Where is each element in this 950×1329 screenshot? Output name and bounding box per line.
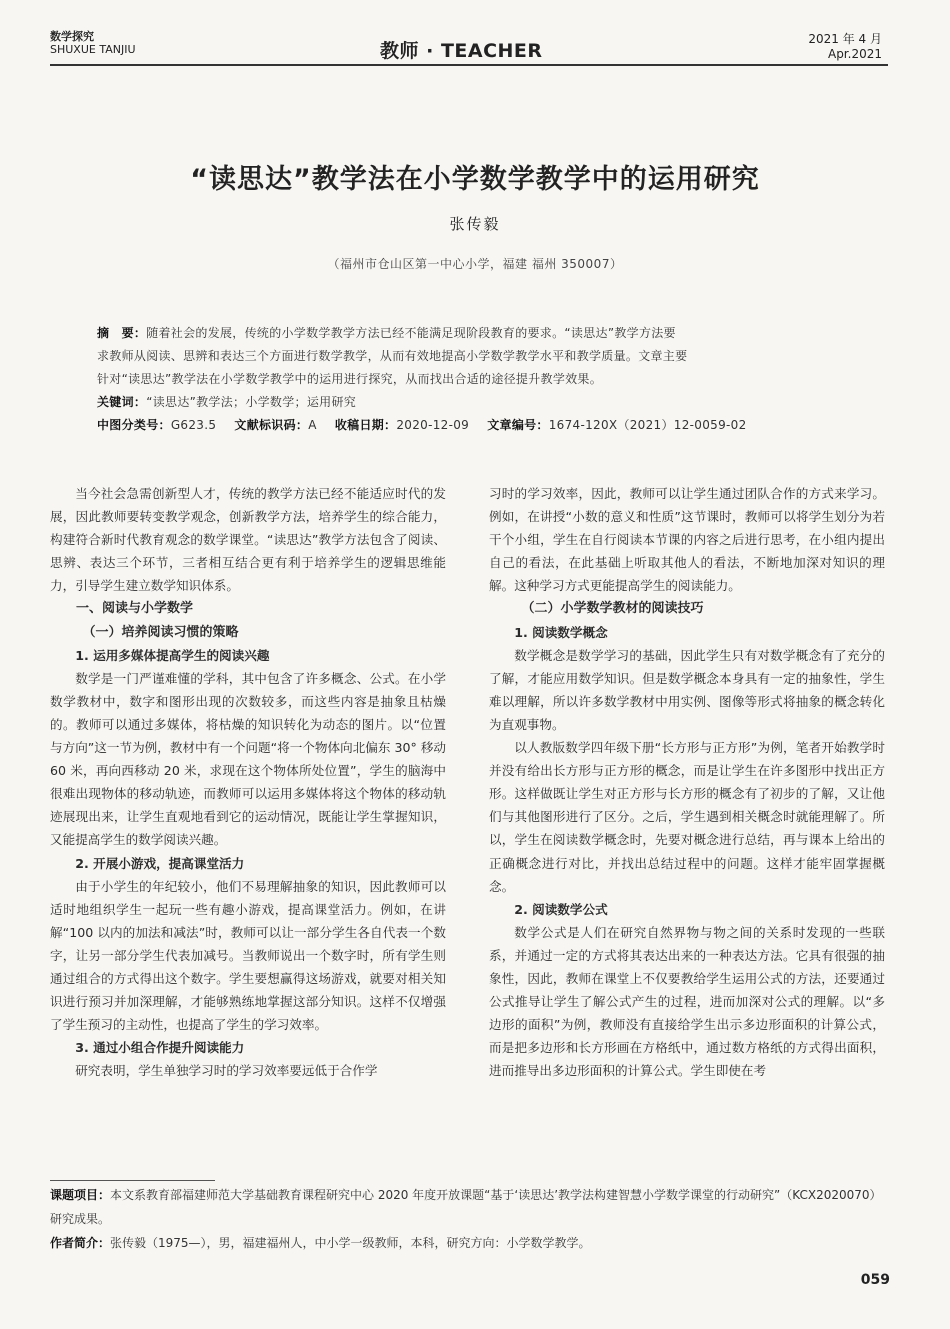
bio-text: 张传毅（1975—），男，福建福州人，中小学一级教师，本科，研究方向：小学数学教学。 [110,1236,591,1250]
intro-paragraph: 当今社会急需创新型人才，传统的教学方法已经不能适应时代的发展，因此教师要转变教学观念，创新教学方法，培养学生的综合能力，构建符合新时代教育观念的数学课堂。“读思达”教学方法包含了阅读、思辨、表达三个环节，三者相互结合更有利于培养学生的逻辑思维能力，引导学生建立数学知识体系。 [50,486,446,594]
body-column-right [489,482,885,1082]
abstract-line-1 [97,322,857,345]
abstract-line-3: 针对“读思达”教学法在小学数学教学中的运用进行探究，从而找出合适的途径提升教学效果。 [97,372,603,386]
abstract-text-1: 随着社会的发展，传统的小学数学教学方法已经不能满足现阶段教育的要求。“读思达”教学方法要 [146,326,676,340]
section-heading-1: 一、阅读与小学数学 [76,601,194,617]
received-value: 2020-12-09 [396,418,470,432]
project-text: 本文系教育部福建师范大学基础教育课程研究中心 2020 年度开放课题“基于‘读思达’教学法构建智慧小学数学课堂的行动研究”（KCX2020070）研究成果。 [50,1188,882,1226]
point-paragraph-r2: 数学公式是人们在研究自然界物与物之间的关系时发现的一些联系，并通过一定的方式将其表达出来的一种表达方法。它具有很强的抽象性，因此，教师在课堂上不仅要教给学生运用公式的方法，还要通过公式推导让学生了解公式产生的过程，进而加深对公式的理解。以“多边形的面积”为例，教师没有直接给学生出示多边形面积的计算公式，而是把多边形和长方形画在方格纸中，通过数方格纸的方式得出面积，进而推导出多边形面积的计算公式。学生即使在考 [489,924,885,1079]
point-paragraph-1: 数学是一门严谨难懂的学科，其中包含了许多概念、公式。在小学数学教材中，数字和图形出现的次数较多，而这些内容是抽象且枯燥的。教师可以通过多媒体，将枯燥的知识转化为动态的图片。以“位置与方向”这一节为例，教材中有一个问题“将一个物体向北偏东 30° 移动 60 米，再向西移动 20 米，求现在这个物体所处位置”，学生的脑海中很难出现物体的移动轨迹，而教师可以运用多媒体将这个物体的移动轨迹展现出来，让学生直观地看到它的运动情况，既能让学生掌握知识，又能提高学生的数学阅读兴趣。 [50,670,447,848]
journal-name-cn: 数学探究 [50,30,94,43]
received-label: 收稿日期： [334,418,397,432]
body-column-left [50,482,446,1082]
abstract-label: 摘 要： [97,326,147,340]
bio-label: 作者简介： [50,1236,111,1250]
issue-date-en: Apr.2021 [827,47,882,61]
project-footnote [50,1183,890,1231]
issue-date [808,32,882,62]
header-divider [50,64,888,66]
point-paragraph-3: 研究表明，学生单独学习时的学习效率要远低于合作学 [75,1063,378,1079]
journal-masthead [50,30,136,56]
subsection-heading-2: （二）小学数学教材的阅读技巧 [521,601,704,617]
section-label: 教师 · TEACHER [380,40,543,62]
abstract-block [97,322,857,437]
point-paragraph-r1b: 以人教版数学四年级下册“长方形与正方形”为例，笔者开始教学时并没有给出长方形与正方形的概念，而是让学生在许多图形中找出正方形。这样做既让学生对正方形与长方形的概念有了初步的了解，又让他们与其他图形进行了区分。之后，学生遇到相关概念时就能理解了。所以，学生在阅读数学概念时，先要对概念进行总结，再与课本上给出的正确概念进行对比，并找出总结过程中的问题。这样才能牢固掌握概念。 [489,740,885,894]
point-heading-3: 3. 通过小组合作提升阅读能力 [75,1040,245,1056]
footnotes-block [50,1183,890,1255]
issue-date-cn: 2021 年 4 月 [808,32,882,46]
keywords-value: “读思达”教学法；小学数学；运用研究 [146,395,357,409]
footnote-divider [50,1180,215,1181]
point-heading-r2: 2. 阅读数学公式 [514,901,608,917]
keywords-label: 关键词： [97,395,147,409]
point-paragraph-2: 由于小学生的年纪较小，他们不易理解抽象的知识，因此教师可以适时地组织学生一起玩一些有趣小游戏，提高课堂活力。例如，在讲解“100 以内的加法和减法”时，教师可以让一部分学生各自代表一个数字，让另一部分学生代表加减号。当教师说出一个数字时，所有学生则通过组合的方式得出这个数字。学生要想赢得这场游戏，就要对相关知识进行预习并加深理解，才能够熟练地掌握这部分知识。这样不仅增强了学生预习的主动性，也提高了学生的学习效率。 [50,878,446,1033]
point-heading-2: 2. 开展小游戏，提高课堂活力 [75,855,245,871]
author-affiliation: （福州市仓山区第一中心小学，福建 福州 350007） [327,257,623,271]
doc-code-value: A [308,418,317,432]
article-no-label: 文章编号： [487,418,549,432]
point-heading-1: 1. 运用多媒体提高学生的阅读兴趣 [75,647,270,663]
article-author: 张传毅 [449,215,501,233]
project-label: 课题项目： [50,1188,111,1202]
article-no-value: 1674-120X（2021）12-0059-02 [548,418,747,432]
point-paragraph-r1a: 数学概念是数学学习的基础，因此学生只有对数学概念有了充分的了解，才能应用数学知识。但是数学概念本身具有一定的抽象性，学生难以理解，所以许多数学教材中用实例、图像等形式将抽象的概念转化为直观事物。 [489,647,885,732]
abstract-line-2: 求教师从阅读、思辨和表达三个方面进行数学教学，从而有效地提高小学数学教学水平和教学质量。文章主要 [97,349,688,363]
classification-line [97,414,857,437]
keywords-line [97,391,857,414]
bio-footnote [50,1231,890,1255]
page-number: 059 [860,1272,890,1288]
subsection-heading-1: （一）培养阅读习惯的策略 [82,624,239,640]
clc-value: G623.5 [170,418,217,432]
journal-name-en: SHUXUE TANJIU [50,43,136,56]
point-heading-r1: 1. 阅读数学概念 [514,624,608,640]
doc-code-label: 文献标识码： [234,418,309,432]
clc-label: 中图分类号： [97,418,171,432]
article-title: “读思达”教学法在小学数学教学中的运用研究 [190,164,760,195]
continued-paragraph: 习时的学习效率，因此，教师可以让学生通过团队合作的方式来学习。例如，在讲授“小数的意义和性质”这节课时，教师可以将学生划分为若干个小组，学生在自行阅读本节课的内容之后进行思考，在小组内提出自己的看法，在此基础上听取其他人的看法，不断地加深对知识的理解。这种学习方式更能提高学生的阅读能力。 [489,486,885,594]
